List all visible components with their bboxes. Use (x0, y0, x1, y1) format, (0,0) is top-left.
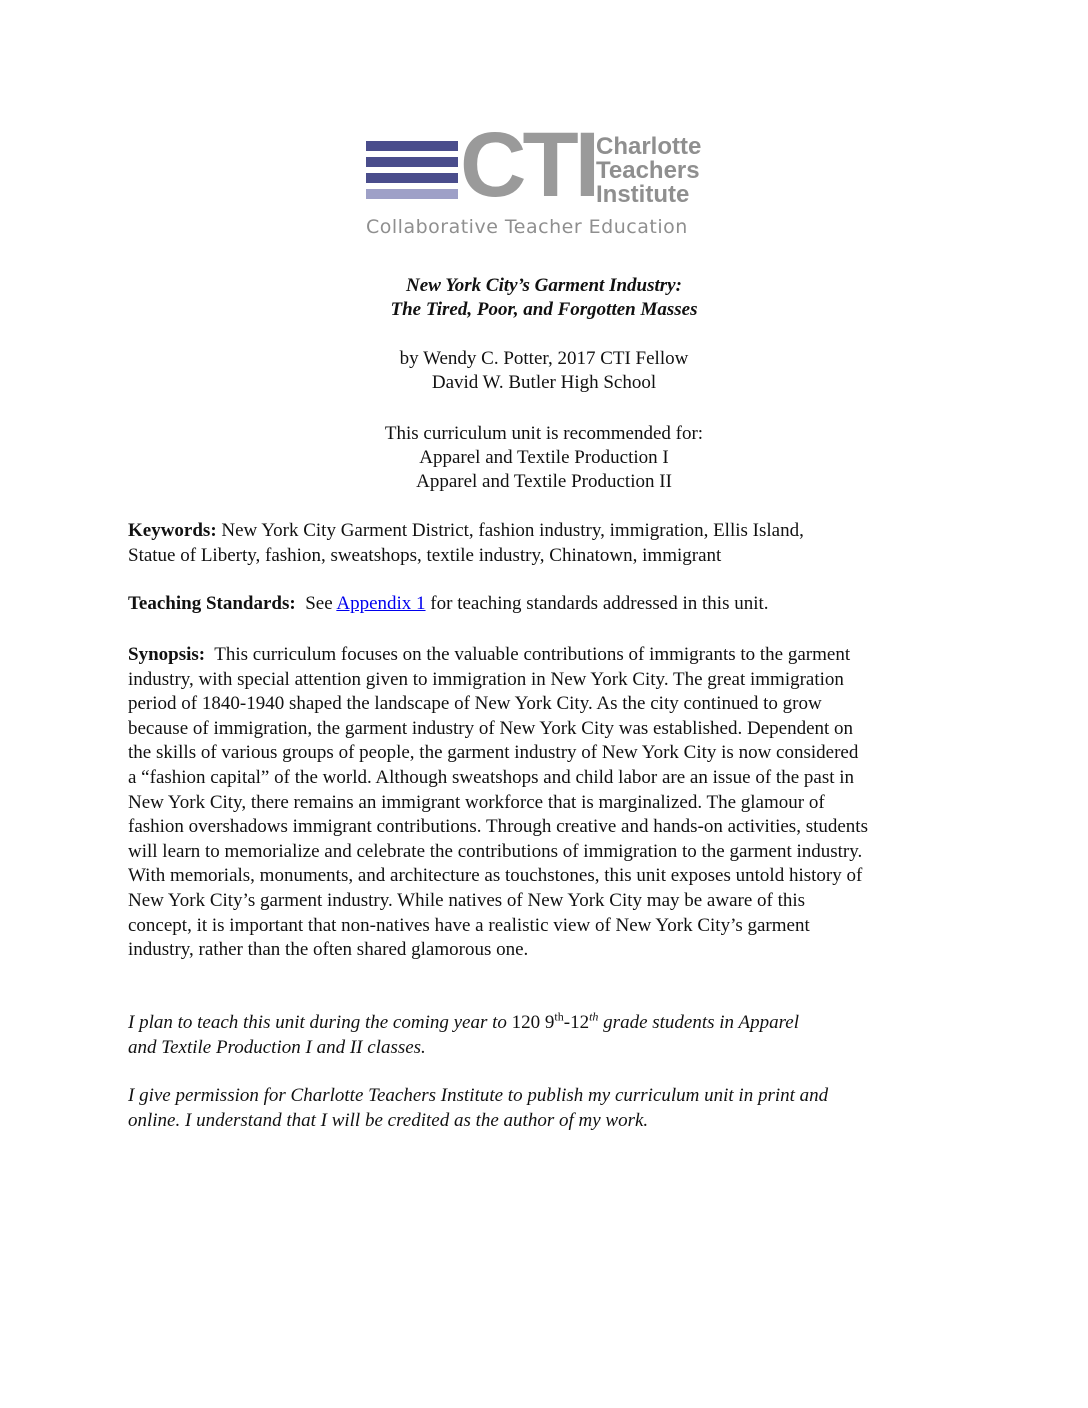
appendix-link[interactable]: Appendix 1 (336, 593, 426, 614)
course-1: Apparel and Textile Production I (419, 447, 669, 468)
synopsis-line: period of 1840-1940 shaped the landscape of New York City. As the city continued to grow (128, 693, 822, 715)
logo-name (596, 135, 701, 207)
synopsis-line: will learn to memorialize and celebrate the contributions of immigration to the garment industry. (128, 840, 863, 862)
plan-text: grade students in Apparel (603, 1012, 799, 1033)
logo-tagline: Collaborative Teacher Education (366, 216, 688, 238)
plan-line-2: and Textile Production I and II classes. (128, 1036, 426, 1058)
logo-bar (366, 141, 458, 151)
plan-text: I plan to teach this unit during the coming year to (128, 1012, 507, 1033)
keywords-section (128, 519, 968, 568)
synopsis-line: With memorials, monuments, and architecture as touchstones, this unit exposes untold history of (128, 865, 863, 887)
school: David W. Butler High School (431, 372, 657, 393)
logo-bars (366, 141, 458, 205)
plan-sup: th (554, 1009, 564, 1024)
synopsis-line: New York City’s garment industry. While natives of New York City may be aware of this (128, 889, 806, 911)
plan-count: 120 9 (511, 1012, 555, 1033)
logo-name-line: Institute (596, 181, 690, 208)
logo-wordmark: CTI (460, 114, 597, 216)
plan-line-1 (128, 1011, 968, 1036)
title-line-1: New York City’s Garment Industry: (406, 275, 682, 296)
keywords-line (128, 519, 968, 544)
synopsis-line (128, 643, 968, 668)
title-line-2: The Tired, Poor, and Forgotten Masses (390, 299, 698, 320)
logo-bar (366, 189, 458, 199)
logo-bar (366, 157, 458, 167)
standards-before: See (305, 593, 333, 614)
plan-sup: th (589, 1009, 599, 1024)
plan-statement (128, 1011, 968, 1060)
synopsis-line: the skills of various groups of people, the garment industry of New York City is now considered (128, 742, 859, 764)
synopsis-label: Synopsis: (128, 644, 206, 665)
standards-section (128, 592, 968, 617)
keywords-label: Keywords: (128, 520, 217, 541)
keywords-text: Statue of Liberty, fashion, sweatshops, textile industry, Chinatown, immigrant (128, 544, 722, 566)
permission-statement (128, 1084, 968, 1133)
synopsis-line: industry, rather than the often shared glamorous one. (128, 939, 529, 961)
synopsis-line: industry, with special attention given to immigration in New York City. The great immigration (128, 668, 844, 690)
synopsis-line: fashion overshadows immigrant contributions. Through creative and hands-on activities, students (128, 816, 868, 838)
synopsis-line: because of immigration, the garment industry of New York City was established. Dependent on (128, 717, 854, 739)
author: by Wendy C. Potter, 2017 CTI Fellow (399, 348, 689, 369)
synopsis-line: concept, it is important that non-natives have a realistic view of New York City’s garment (128, 914, 810, 936)
logo-name-line: Teachers (596, 157, 700, 184)
recommendation (0, 422, 1088, 494)
course-2: Apparel and Textile Production II (416, 471, 672, 492)
synopsis-line: New York City, there remains an immigrant workforce that is marginalized. The glamour of (128, 791, 825, 813)
standards-label: Teaching Standards: (128, 593, 296, 614)
synopsis-line: a “fashion capital” of the world. Although sweatshops and child labor are an issue of the past in (128, 766, 855, 788)
cti-logo (364, 114, 724, 245)
plan-dash: -12 (563, 1012, 590, 1033)
keywords-text: New York City Garment District, fashion industry, immigration, Ellis Island, (221, 520, 804, 541)
permission-line-1: I give permission for Charlotte Teachers Institute to publish my curriculum unit in print and (128, 1085, 829, 1106)
document-title (0, 274, 1088, 322)
standards-after: for teaching standards addressed in this unit. (430, 593, 769, 614)
logo-name-line: Charlotte (596, 133, 702, 160)
synopsis-section (128, 643, 968, 963)
logo-bar (366, 173, 458, 183)
synopsis-text: This curriculum focuses on the valuable contributions of immigrants to the garment (214, 644, 851, 665)
permission-line-2: online. I understand that I will be credited as the author of my work. (128, 1109, 649, 1131)
recommendation-intro: This curriculum unit is recommended for: (384, 423, 704, 444)
byline (0, 347, 1088, 395)
